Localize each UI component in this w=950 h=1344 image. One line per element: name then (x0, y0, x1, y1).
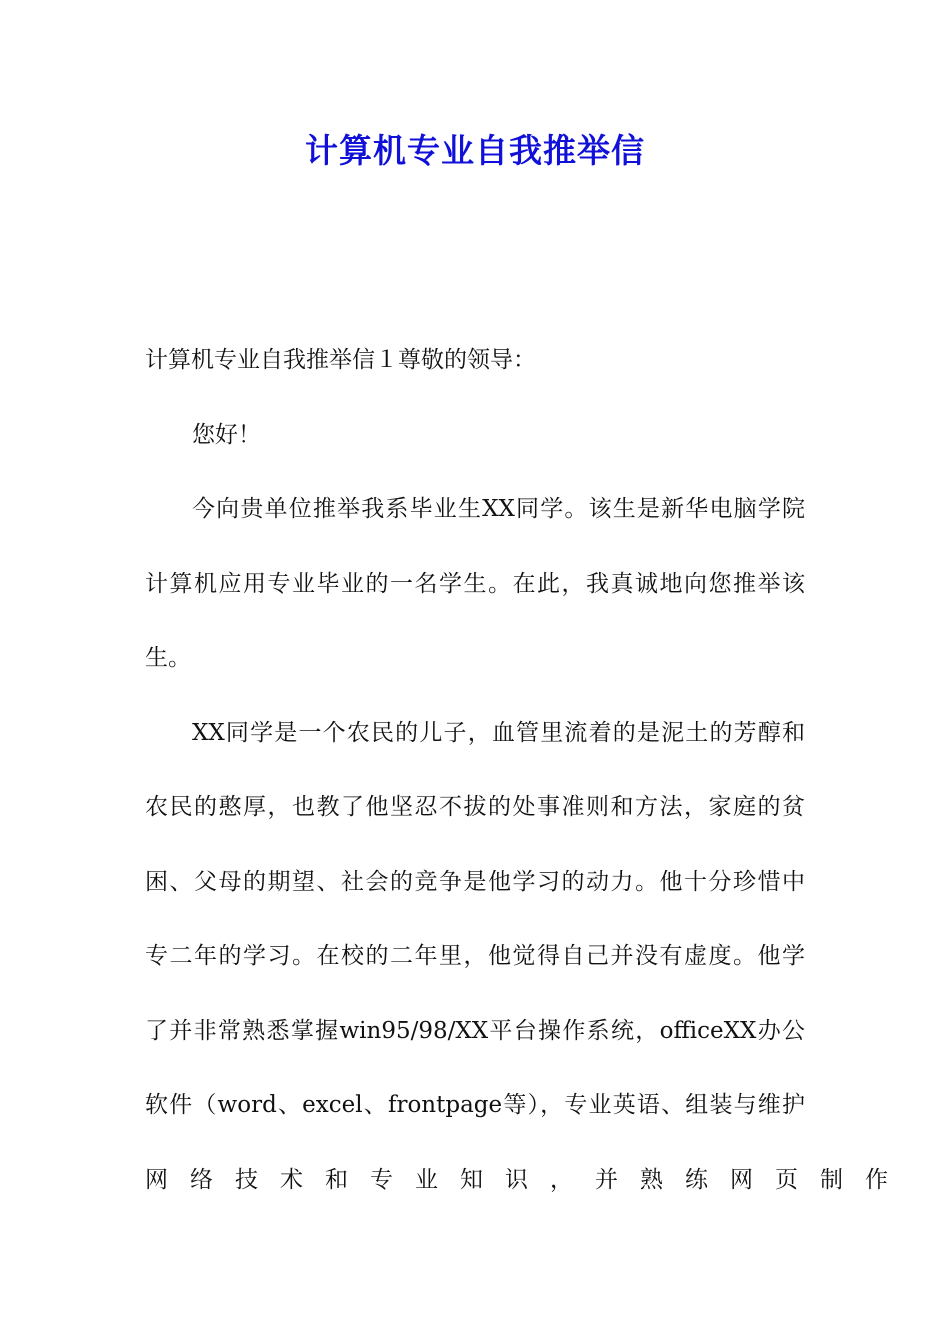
paragraph-line: 了并非常熟悉掌握win95/98/XX平台操作系统，officeXX办公 (145, 1018, 805, 1044)
paragraph-line: 生。 (145, 645, 191, 671)
document-title: 计算机专业自我推举信 (305, 131, 645, 170)
paragraph-line: 软件（word、excel、frontpage等），专业英语、组装与维护 (145, 1092, 805, 1118)
paragraph-line: XX同学是一个农民的儿子，血管里流着的是泥土的芳醇和 (192, 720, 805, 746)
paragraph-line: 农民的憨厚，也教了他坚忍不拔的处事准则和方法，家庭的贫 (145, 794, 805, 820)
paragraph-line: 计算机应用专业毕业的一名学生。在此，我真诚地向您推举该 (145, 571, 805, 597)
greeting-line: 您好！ (192, 422, 261, 448)
paragraph-line: 今向贵单位推举我系毕业生XX同学。该生是新华电脑学院 (192, 496, 805, 522)
paragraph-line: 专二年的学习。在校的二年里，他觉得自己并没有虚度。他学 (145, 943, 805, 969)
salutation-line: 计算机专业自我推举信１尊敬的领导： (145, 347, 536, 373)
paragraph-line: 网络技术和专业知识，并熟练网页制作 (145, 1167, 910, 1193)
paragraph-line: 困、父母的期望、社会的竞争是他学习的动力。他十分珍惜中 (145, 869, 805, 895)
